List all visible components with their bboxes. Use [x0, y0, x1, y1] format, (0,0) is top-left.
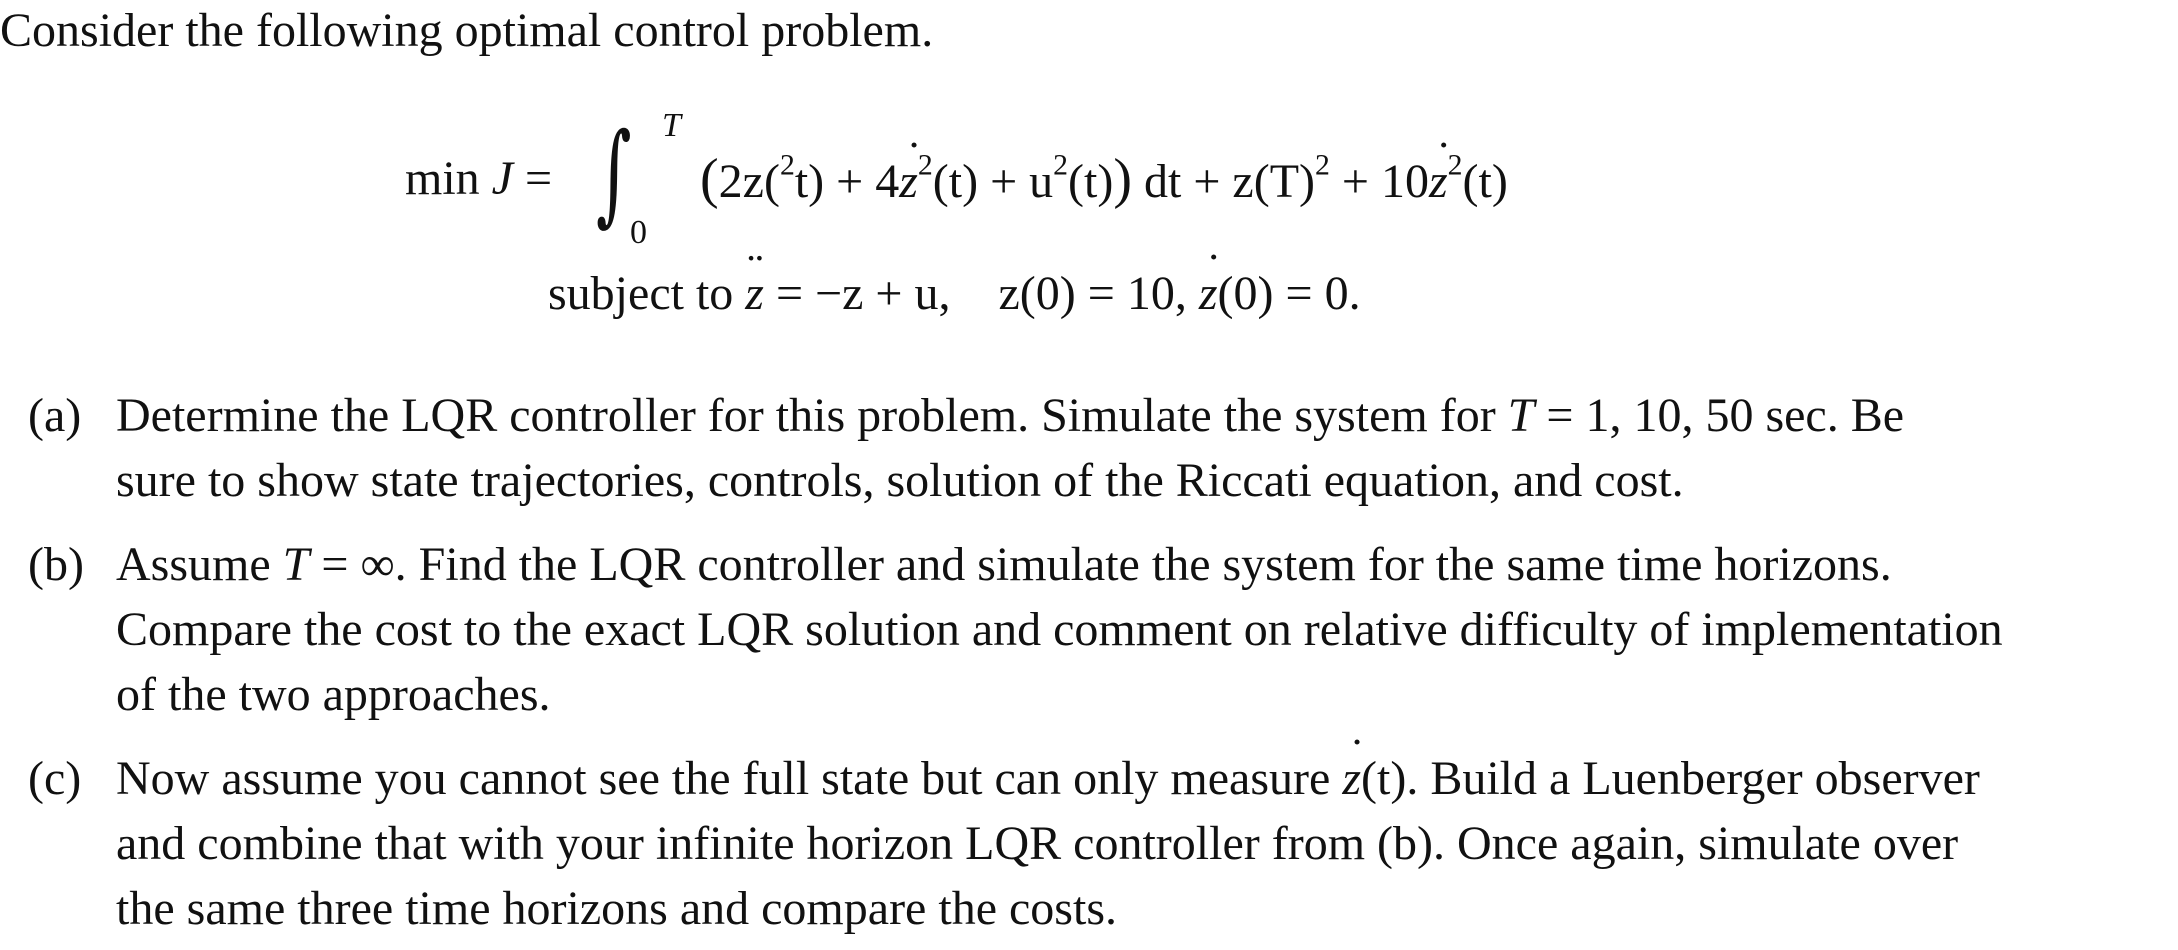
- integrand-expression: (2z($^2$t) + 4˙ $z^2(t) + u^2(t)$) dt + $z(T)^2$ + 10˙ $z^2(t)$: [700, 150, 1508, 211]
- part-b-line-2: Compare the cost to the exact LQR solution and comment on relative difficulty of implementation: [116, 603, 2003, 656]
- integrand-term-1: 2z(: [718, 155, 780, 208]
- min-operator: min: [405, 152, 480, 205]
- part-b-line-1: Assume T = ∞. Find the LQR controller and simulate the system for the same time horizons.: [116, 538, 1892, 591]
- part-c-line-1: Now assume you cannot see the full state but can only measure ˙ z(t). Build a Luenberger observer: [116, 746, 2146, 811]
- cost-symbol: J: [491, 152, 513, 205]
- part-a-label: (a): [28, 389, 82, 442]
- part-b-text: [116, 532, 2146, 727]
- initial-condition-velocity: (0) = 0.: [1217, 267, 1361, 320]
- subject-to-label: subject to: [548, 267, 734, 320]
- part-b-label: (b): [28, 538, 84, 591]
- constraint-line: [548, 265, 1361, 323]
- part-a-line-1: Determine the LQR controller for this problem. Simulate the system for T = 1, 10, 50 sec. Be: [116, 389, 1905, 442]
- part-c-label: (c): [28, 752, 82, 805]
- integral-sign: ∫: [596, 109, 632, 237]
- part-a-text: [116, 383, 2146, 513]
- part-b-line-3: of the two approaches.: [116, 668, 551, 721]
- part-c-text: [116, 746, 2146, 941]
- z-dot-symbol-initial: ˙ z: [1199, 265, 1218, 323]
- terminal-cost-term: dt + z(T): [1144, 155, 1315, 208]
- z-dot-symbol-measure: ˙ z: [1342, 746, 1361, 811]
- z-dot-symbol: ˙ z: [899, 153, 918, 211]
- z-ddot-symbol: ¨ z: [745, 265, 764, 323]
- part-a-line-2: sure to show state trajectories, controls, solution of the Riccati equation, and cost.: [116, 454, 1684, 507]
- equals-sign: =: [524, 152, 553, 205]
- dynamics-rhs: = −z + u,: [775, 267, 951, 320]
- cost-functional-lhs: [405, 150, 552, 208]
- intro-sentence: Consider the following optimal control problem.: [0, 4, 934, 57]
- integral-lower-limit: 0: [630, 214, 647, 251]
- part-c-line-2: and combine that with your infinite horizon LQR controller from (b). Once again, simulate over: [116, 817, 1959, 870]
- integral-upper-limit: T: [662, 107, 681, 144]
- part-c-line-3: the same three time horizons and compare the costs.: [116, 882, 1117, 935]
- initial-condition-position: z(0) = 10,: [998, 267, 1187, 320]
- z-dot-symbol-terminal: ˙ z: [1429, 153, 1448, 211]
